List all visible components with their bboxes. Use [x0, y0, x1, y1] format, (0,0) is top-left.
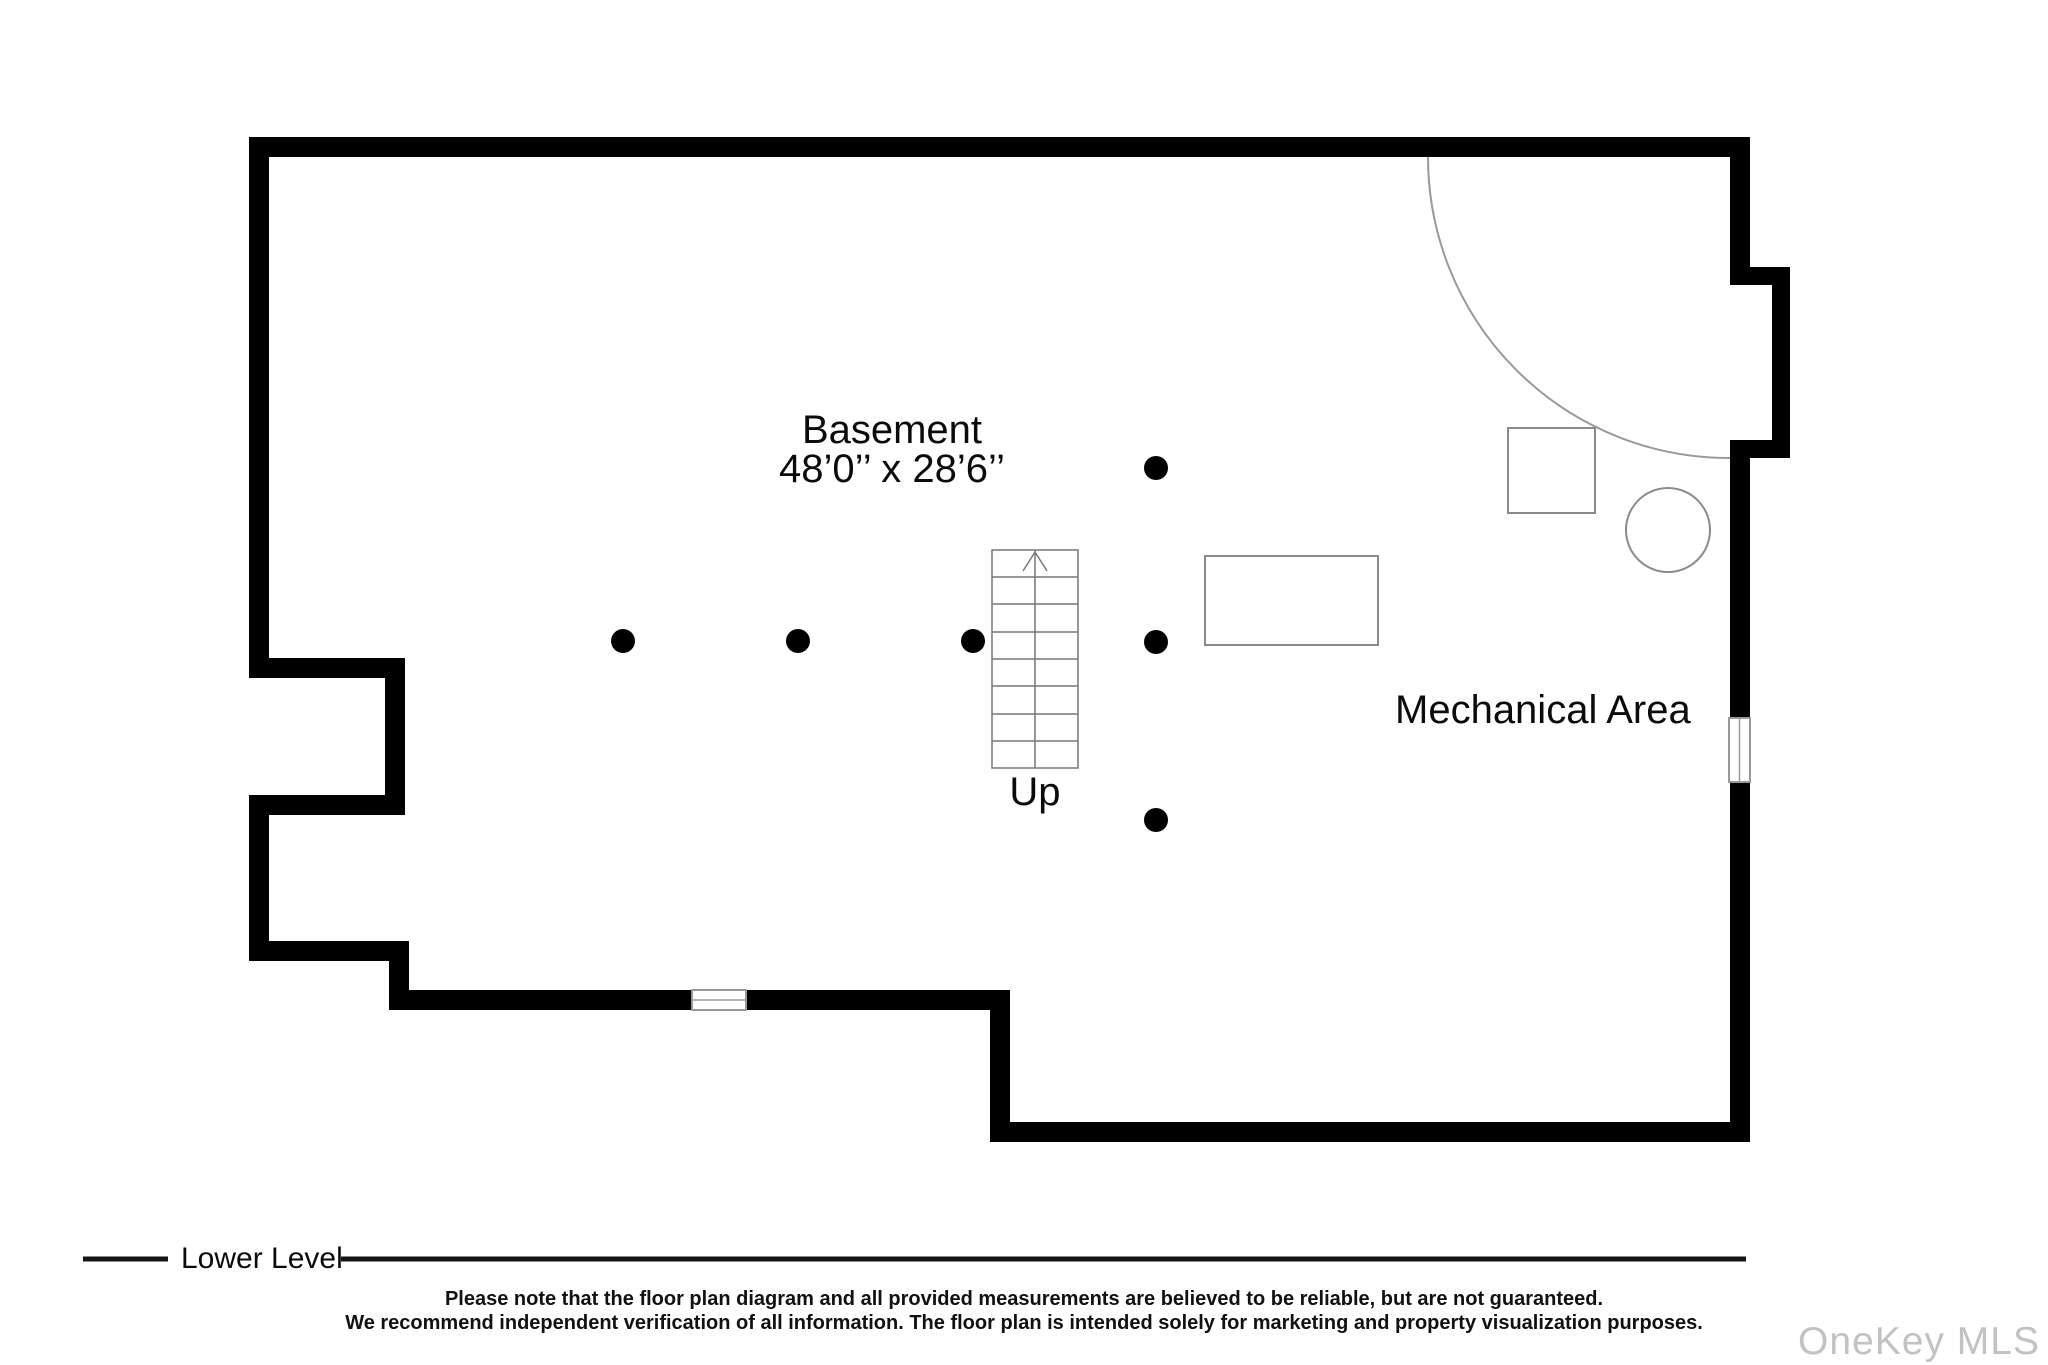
equipment-square: [1508, 428, 1595, 513]
room-title: Basement: [801, 408, 983, 452]
disclaimer-line-1: Please note that the floor plan diagram and all provided measurements are believed to be reliable, but are not guaranteed.: [444, 1288, 1604, 1310]
support-column-dot: [1144, 808, 1168, 832]
window-bottom-wall: [692, 990, 746, 1010]
mechanical-fixtures: [1205, 428, 1710, 645]
door-swing-arc: [1428, 157, 1730, 458]
wall-recess-top: [249, 658, 405, 678]
stairs-direction-label: Up: [1009, 770, 1061, 814]
wall-recess-bottom: [249, 795, 405, 815]
wall-bottom-right: [990, 1122, 1750, 1142]
watermark-logo: OneKey MLS: [1798, 1320, 2040, 1363]
room-label: [692, 408, 1092, 491]
disclaimer-line-2: We recommend independent verification of all information. The floor plan is intended solely for marketing and property visualization purposes.: [345, 1312, 1703, 1334]
wall-right-lower: [1730, 440, 1750, 1142]
level-title: Lower Level: [181, 1242, 343, 1275]
support-column-dot: [786, 629, 810, 653]
disclaimer: [0, 1287, 2048, 1335]
equipment-rectangle: [1205, 556, 1378, 645]
staircase: [992, 550, 1078, 768]
room-dimensions: 48’0’’ x 28’6’’: [778, 447, 1006, 491]
wall-left-upper: [249, 137, 269, 678]
wall-left-lower: [249, 795, 269, 961]
support-column-dot: [1144, 456, 1168, 480]
support-column-dot: [611, 629, 635, 653]
equipment-tank-circle: [1626, 488, 1710, 572]
wall-step1-top: [249, 941, 409, 961]
windows: [692, 718, 1750, 1010]
support-column-dot: [961, 629, 985, 653]
mechanical-area-label: Mechanical Area: [1395, 688, 1691, 732]
wall-recess-right: [385, 658, 405, 815]
wall-right-upper: [1730, 137, 1750, 285]
wall-bump-right: [1772, 267, 1790, 458]
wall-top: [249, 137, 1750, 157]
support-column-dot: [1144, 630, 1168, 654]
wall-step2-side: [990, 990, 1010, 1142]
window-right-wall: [1729, 718, 1750, 782]
